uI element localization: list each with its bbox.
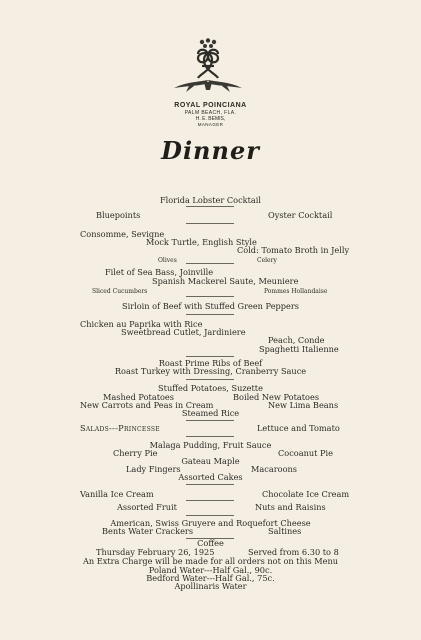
menu-item-bents-crackers: Bents Water Crackers: [102, 526, 194, 536]
menu-item-mackerel: Spanish Mackerel Saute, Meuniere: [152, 276, 299, 286]
menu-item-coffee: Coffee: [197, 538, 224, 548]
divider: [186, 223, 234, 224]
divider: [186, 379, 234, 380]
serving-hours: Served from 6.30 to 8: [248, 547, 339, 557]
water-bedford: Bedford Water---Half Gal., 75c.: [146, 573, 275, 583]
menu-item-lettuce: Lettuce and Tomato: [257, 423, 340, 433]
menu-item-cold-broth: Cold: Tomato Broth in Jelly: [237, 245, 350, 255]
menu-item-lady-fingers: Lady Fingers: [126, 464, 181, 474]
menu-item-sirloin: Sirloin of Beef with Stuffed Green Peppers: [121, 301, 299, 311]
divider: [186, 515, 234, 516]
menu-item-carrots-peas: New Carrots and Peas in Cream: [80, 400, 214, 410]
menu-item-celery: Celery: [257, 257, 277, 264]
menu-item-cheese: American, Swiss Gruyere and Roquefort Cheese: [110, 518, 311, 528]
extra-charge-note: An Extra Charge will be made for all orders not on this Menu: [82, 556, 339, 566]
menu-item-olives: Olives: [158, 257, 177, 264]
divider: [186, 263, 234, 264]
menu-item-malaga: Malaga Pudding, Fruit Sauce: [149, 440, 272, 450]
divider: [186, 296, 234, 297]
menu-item-stuffed-potatoes: Stuffed Potatoes, Suzette: [158, 383, 263, 393]
menu-item-steamed-rice: Steamed Rice: [181, 408, 240, 418]
menu-item-mock-turtle: Mock Turtle, English Style: [146, 237, 257, 247]
menu-item-sea-bass: Filet of Sea Bass, Joinville: [105, 267, 214, 277]
menu-item-saltines: Saltines: [268, 526, 302, 536]
divider: [186, 314, 234, 315]
menu-item-chicken: Chicken au Paprika with Rice: [80, 319, 203, 329]
water-poland: Poland Water---Half Gal., 90c.: [148, 565, 273, 575]
menu-item-turkey: Roast Turkey with Dressing, Cranberry Sauce: [114, 366, 307, 376]
menu-date: Thursday February 26, 1925: [96, 547, 215, 557]
manager-title: MANAGER: [197, 122, 224, 127]
hotel-crest-logo: [168, 36, 248, 98]
menu-item-gateau: Gateau Maple: [181, 456, 240, 466]
menu-item-cocoanut-pie: Cocoanut Pie: [278, 448, 334, 458]
menu-item-lima-beans: New Lima Beans: [268, 400, 339, 410]
menu-item-mashed-potatoes: Mashed Potatoes: [103, 392, 174, 402]
menu-item-peach: Peach, Conde: [268, 335, 325, 345]
menu-item-prime-ribs: Roast Prime Ribs of Beef: [158, 358, 263, 368]
menu-item-oyster: Oyster Cocktail: [268, 210, 333, 220]
divider: [186, 420, 234, 421]
menu-item-assorted-fruit: Assorted Fruit: [117, 502, 177, 512]
menu-item-sweetbread: Sweetbread Cutlet, Jardiniere: [121, 327, 246, 337]
menu-item-nuts-raisins: Nuts and Raisins: [255, 502, 326, 512]
menu-item-pommes: Pommes Hollandaise: [264, 288, 328, 295]
water-apollinaris: Apollinaris Water: [174, 581, 247, 591]
menu-item-consomme: Consomme, Sevigne: [80, 229, 165, 239]
divider: [186, 500, 234, 501]
menu-item-cucumbers: Sliced Cucumbers: [92, 288, 148, 295]
menu-item-vanilla: Vanilla Ice Cream: [80, 489, 154, 499]
divider: [186, 484, 234, 485]
menu-item-chocolate: Chocolate Ice Cream: [262, 489, 350, 499]
hotel-location: PALM BEACH, FLA.: [184, 110, 237, 116]
manager-name: H. E. BEMIS,: [195, 116, 226, 122]
menu-item-cherry-pie: Cherry Pie: [113, 448, 158, 458]
hotel-name: ROYAL POINCIANA: [174, 102, 247, 109]
divider: [186, 206, 234, 207]
menu-item-lobster: Florida Lobster Cocktail: [159, 195, 262, 205]
menu-item-spaghetti: Spaghetti Italienne: [259, 344, 339, 354]
menu-item-macaroons: Macaroons: [251, 464, 297, 474]
menu-item-salads: Salads---Princesse: [80, 423, 160, 433]
divider: [186, 356, 234, 357]
divider: [186, 436, 234, 437]
page-title: Dinner: [161, 136, 260, 165]
menu-item-bluepoints: Bluepoints: [96, 210, 141, 220]
menu-item-boiled-potatoes: Boiled New Potatoes: [233, 392, 320, 402]
menu-item-assorted-cakes: Assorted Cakes: [178, 472, 243, 482]
